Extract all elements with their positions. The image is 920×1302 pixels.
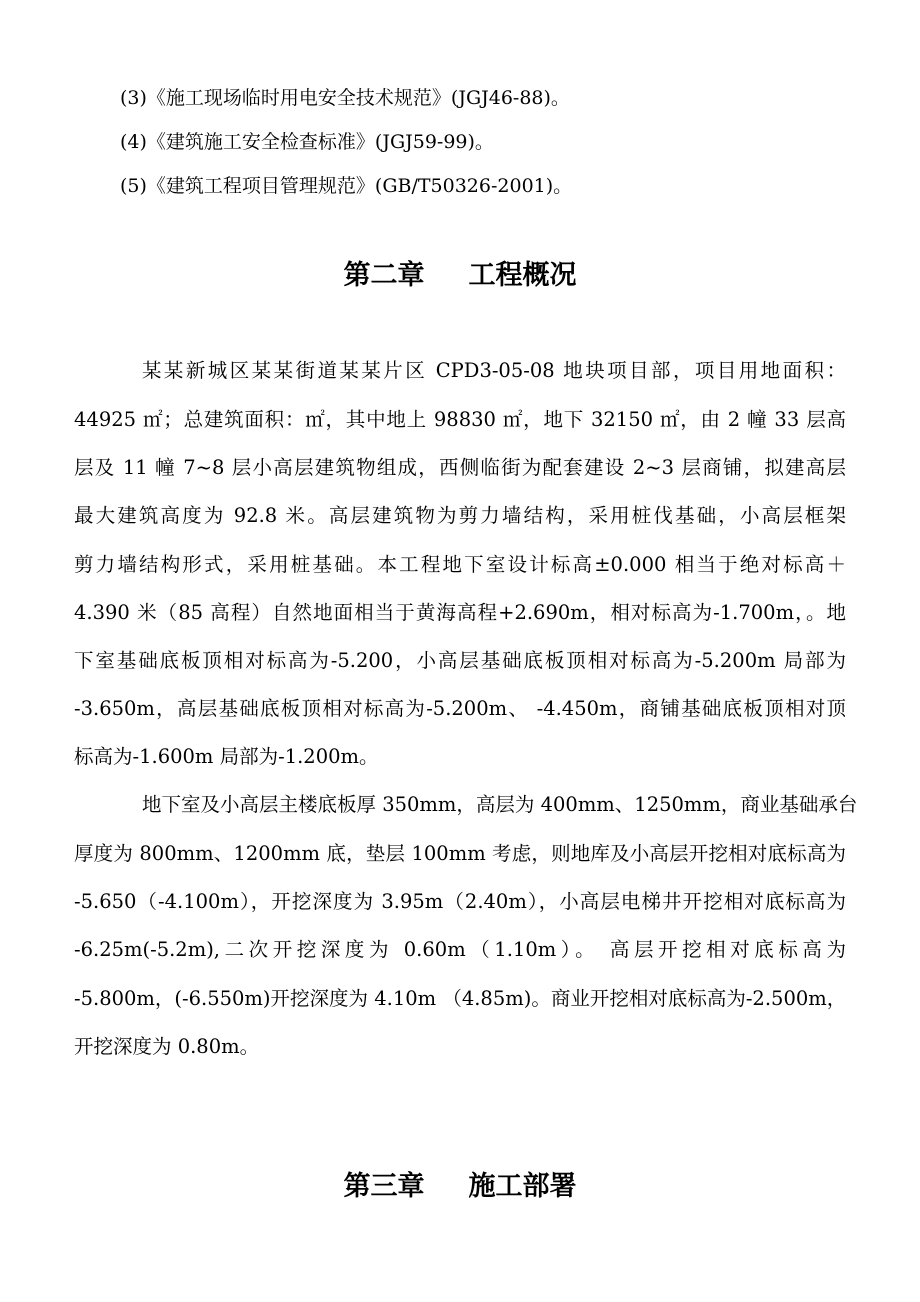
chapter-2-title: 工程概况 [468, 260, 577, 291]
paragraph-line: 地下室及小高层主楼底板厚 350mm，高层为 400mm、1250mm，商业基础承台 [142, 793, 858, 816]
paragraph-line: 层及 11 幢 7~8 层小高层建筑物组成，西侧临街为配套建设 2~3 层商铺，拟建高层 [74, 456, 846, 479]
reference-item-3: (3)《施工现场临时用电安全技术规范》(JGJ46-88)。 [120, 87, 570, 109]
chapter-2-number: 第二章 [343, 260, 425, 291]
chapter-2-heading [0, 259, 920, 293]
paragraph-line: -5.650（-4.100m），开挖深度为 3.95m（2.40m），小高层电梯井开挖相对底标高为 [74, 890, 846, 913]
paragraph-line: 剪力墙结构形式，采用桩基础。本工程地下室设计标高±0.000 相当于绝对标高＋ [74, 553, 846, 576]
paragraph-line: -6.25m(-5.2m),二次开挖深度为 0.60m（1.10m）。 高层开挖相对底标高为 [74, 938, 846, 961]
chapter-3-heading [0, 1170, 920, 1204]
paragraph-line: 厚度为 800mm、1200mm 底，垫层 100mm 考虑，则地库及小高层开挖相对底标高为 [74, 842, 846, 865]
paragraph-line: 下室基础底板顶相对标高为-5.200，小高层基础底板顶相对标高为-5.200m 局部为 [74, 649, 846, 672]
paragraph-line: 4.390 米（85 高程）自然地面相当于黄海高程+2.690m，相对标高为-1.700m，。地 [74, 601, 846, 624]
chapter-3-number: 第三章 [343, 1171, 425, 1202]
reference-item-5: (5)《建筑工程项目管理规范》(GB/T50326-2001)。 [120, 175, 573, 197]
paragraph-line: 某某新城区某某街道某某片区 CPD3-05-08 地块项目部，项目用地面积： [142, 359, 846, 382]
reference-item-4: (4)《建筑施工安全检查标准》(JGJ59-99)。 [120, 131, 494, 153]
paragraph-line: 44925 ㎡；总建筑面积：㎡，其中地上 98830 ㎡，地下 32150 ㎡，由 2 幢 33 层高 [74, 408, 846, 431]
chapter-3-title: 施工部署 [468, 1171, 577, 1202]
paragraph-line: 开挖深度为 0.80m。 [74, 1035, 260, 1058]
paragraph-line: 最大建筑高度为 92.8 米。高层建筑物为剪力墙结构，采用桩伐基础，小高层框架 [74, 504, 846, 527]
paragraph-line: 标高为-1.600m 局部为-1.200m。 [74, 745, 379, 768]
paragraph-line: -5.800m，(-6.550m)开挖深度为 4.10m （4.85m)。商业开挖相对底标高为-2.500m， [74, 987, 847, 1010]
paragraph-line: -3.650m，高层基础底板顶相对标高为-5.200m、 -4.450m，商铺基础底板顶相对顶 [74, 697, 846, 720]
